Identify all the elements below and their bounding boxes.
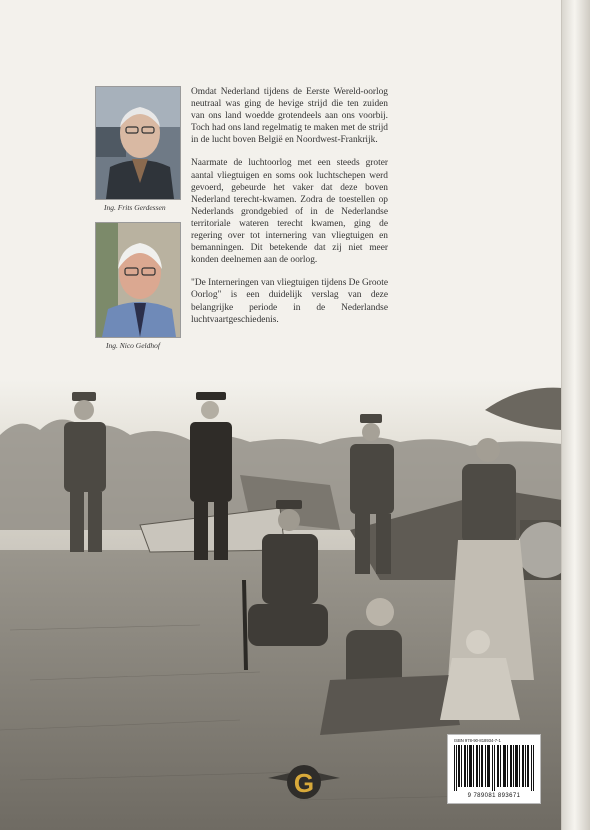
isbn-digits: 9 789081 893671 xyxy=(467,793,521,799)
portrait-frits-gerdessen xyxy=(95,86,181,200)
logo-letter: G xyxy=(293,768,315,798)
publisher-logo xyxy=(268,762,340,804)
blurb-paragraph: Naarmate de luchtoorlog met een steeds groter aantal vliegtuigen en soms ook luchtschepen werd gevoerd, gebeurde het vaker dat deze boven Nederland terecht-kwamen. Zodra de toestellen op Nederlands grondgebied of in de Nederlandse territoriale wateren terecht kwamen, ging de regering over tot internering van vliegtuigen en bemanningen. Dit betekende dat zij niet meer konden deelnemen aan de oorlog. xyxy=(191,158,388,266)
blurb-paragraph: Omdat Nederland tijdens de Eerste Wereld-oorlog neutraal was ging de hevige strijd die ten zuiden van ons land woedde grotendeels aan ons voorbij. Toch had ons land regelmatig te maken met de strijd in de lucht boven België en Noordwest-Frankrijk. xyxy=(191,87,388,146)
barcode-bars xyxy=(454,745,534,791)
isbn-label: ISBN 978-90-818934-7-1 xyxy=(454,738,501,743)
isbn-barcode xyxy=(447,734,541,804)
portrait-nico-geldhof xyxy=(95,222,181,338)
portrait-caption: Ing. Frits Gerdessen xyxy=(104,203,166,212)
blurb-paragraph: "De Interneringen van vliegtuigen tijdens De Groote Oorlog" is een duidelijk verslag van deze belangrijke periode in de Nederlandse luchtvaartgeschiedenis. xyxy=(191,278,388,325)
book-spine-edge xyxy=(561,0,590,830)
blurb-text xyxy=(191,86,388,337)
portrait-caption: Ing. Nico Geldhof xyxy=(106,341,160,350)
